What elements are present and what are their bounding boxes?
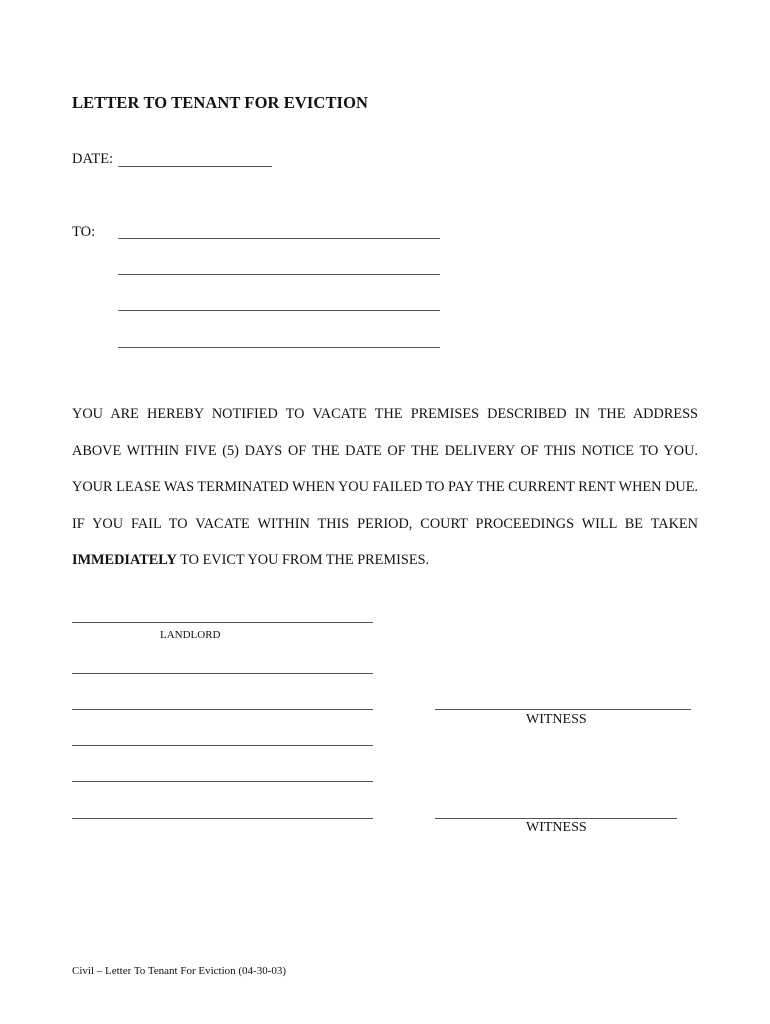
document-title: LETTER TO TENANT FOR EVICTION [72,93,369,112]
landlord-label: LANDLORD [160,629,221,641]
notice-body-part1: YOU ARE HEREBY NOTIFIED TO VACATE THE PREMISES DESCRIBED IN THE ADDRESS ABOVE WITHIN FIVE (5) DAYS OF THE DATE OF THE DELIVERY OF THIS NOTICE TO YOU. YOUR LEASE WAS TERMINATED WHEN YOU FAILED TO PAY THE CURRENT RENT WHEN DUE. IF YOU FAIL TO VACATE WITHIN THIS PERIOD, COURT PROCEEDINGS WILL BE TAKEN [72,406,698,532]
notice-body-part2: TO EVICT YOU FROM THE PREMISES. [176,552,430,568]
to-blank-line-2 [118,274,440,275]
notice-body-emphasis: IMMEDIATELY [72,552,177,568]
to-label: TO: [72,224,96,240]
landlord-address-line-4 [72,781,373,782]
to-blank-line-4 [118,347,440,348]
date-blank-line [118,166,272,167]
notice-body [72,396,698,579]
witness-label-2: WITNESS [526,820,587,835]
to-blank-line-3 [118,310,440,311]
witness-signature-line-2 [435,818,677,819]
landlord-address-line-3 [72,745,373,746]
witness-signature-line-1 [435,709,691,710]
landlord-address-line-5 [72,818,373,819]
landlord-address-line-1 [72,673,373,674]
date-label: DATE: [72,151,114,167]
landlord-signature-line [72,622,373,623]
landlord-address-line-2 [72,709,373,710]
witness-label-1: WITNESS [526,712,587,727]
to-blank-line-1 [118,238,440,239]
document-footer: Civil – Letter To Tenant For Eviction (04-30-03) [72,965,287,977]
